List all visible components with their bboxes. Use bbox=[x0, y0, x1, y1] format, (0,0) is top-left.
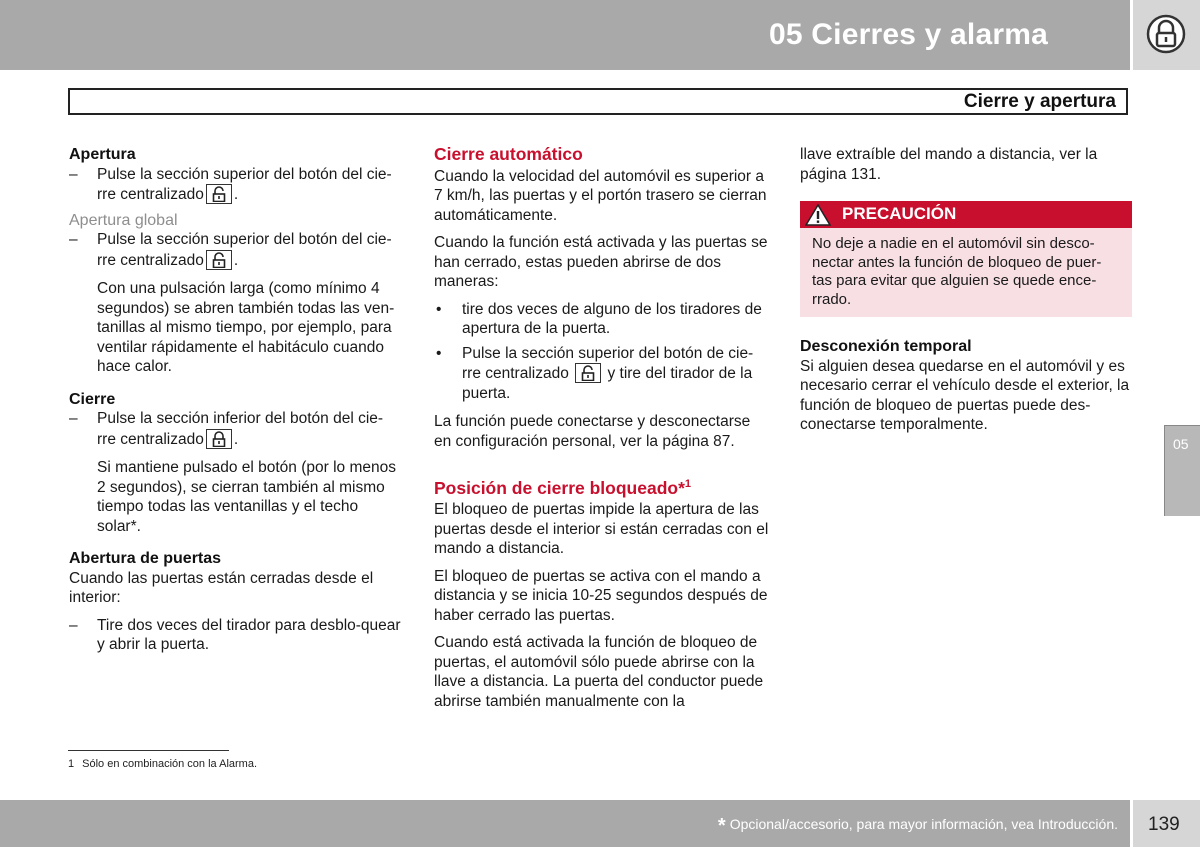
step-text: Pulse la sección superior del botón del cie- bbox=[97, 231, 392, 248]
step-text: rre centralizado bbox=[97, 251, 204, 269]
cierre-automatico-p2: Cuando la función está activada y las puertas se han cerrado, estas pueden abrirse de dos maneras: bbox=[434, 234, 768, 290]
footnote-text: Sólo en combinación con la Alarma. bbox=[82, 758, 258, 770]
step-text: rre centralizado bbox=[97, 186, 204, 203]
footnote-divider bbox=[68, 750, 229, 751]
footer-bar bbox=[0, 800, 1130, 847]
desconexion-text: Si alguien desea quedarse en el automóvil y es necesario cerrar el vehículo desde el exterior, la función de bloqueo de puertas puede des-conectarse temporalmente. bbox=[800, 357, 1130, 433]
apertura-global-heading: Apertura global bbox=[69, 211, 178, 229]
list-item-text: Pulse la sección superior del botón de cie-rre centralizado bbox=[462, 344, 754, 382]
column-middle bbox=[434, 145, 769, 711]
warning-text: No deje a nadie en el automóvil sin desco-nectar antes la función de bloqueo de puer-tas para evitar que alguien se quede ence-rrado. bbox=[800, 228, 1132, 317]
step-end: . bbox=[233, 430, 239, 448]
cierre-step bbox=[69, 409, 404, 449]
cierre-bloqueado-p1: El bloqueo de puertas impide la apertura de las puertas desde el interior si están cerradas con el mando a distancia. bbox=[434, 501, 769, 558]
section-title: Cierre y apertura bbox=[963, 91, 1116, 112]
unlock-button-icon bbox=[575, 363, 601, 383]
section-bar bbox=[68, 88, 1128, 115]
cierre-note: Si mantiene pulsado el botón (por lo menos 2 segundos), se cierran también al mismo tiempo todas las ventanillas y el techo solar*. bbox=[97, 459, 396, 535]
step-text: Pulse la sección superior del botón del cie- bbox=[97, 165, 392, 183]
footnote-number: 1 bbox=[68, 758, 75, 770]
footer-note bbox=[718, 815, 1118, 838]
apertura-step bbox=[69, 165, 404, 205]
heading-text: Posición de cierre bloqueado* bbox=[434, 477, 685, 498]
continuation-text: llave extraíble del mando a distancia, ver la página 131. bbox=[800, 146, 1098, 183]
side-tab-label: 05 bbox=[1173, 436, 1189, 452]
list-item bbox=[434, 300, 769, 339]
apertura-global-note: Con una pulsación larga (como mínimo 4 segundos) se abren también todas las ven-tanillas al mismo tiempo, por ejemplo, para ventilar rápidamente el habitáculo cuando hace calor. bbox=[97, 280, 395, 375]
chapter-header-bar bbox=[0, 0, 1130, 70]
warning-box bbox=[800, 201, 1132, 317]
column-right bbox=[800, 145, 1132, 435]
chapter-title: 05 Cierres y alarma bbox=[768, 18, 1048, 51]
footer-text: Opcional/accesorio, para mayor información, vea Introducción. bbox=[729, 816, 1118, 832]
cierre-automatico-heading: Cierre automático bbox=[434, 144, 583, 164]
lock-button-icon bbox=[206, 429, 232, 449]
cierre-automatico-p1: Cuando la velocidad del automóvil es superior a 7 km/h, las puertas y el portón trasero se cierran automáticamente. bbox=[434, 167, 767, 224]
chapter-side-tab bbox=[1164, 425, 1200, 516]
footnote bbox=[68, 758, 257, 770]
apertura-global-step bbox=[69, 230, 404, 270]
step-text: Tire dos veces del tirador para desblo-quear y abrir la puerta. bbox=[97, 616, 401, 653]
list-item-text: tire dos veces de alguno de los tiradores de apertura de la puerta. bbox=[462, 300, 762, 337]
step-end: . bbox=[233, 186, 239, 203]
cierre-bloqueado-heading bbox=[434, 475, 769, 498]
warning-header bbox=[800, 201, 1132, 228]
step-end: . bbox=[233, 251, 239, 269]
abertura-puertas-heading: Abertura de puertas bbox=[69, 550, 222, 567]
unlock-button-icon bbox=[206, 250, 232, 270]
lock-icon bbox=[1146, 14, 1186, 54]
page-number-box bbox=[1133, 800, 1200, 847]
warning-triangle-icon bbox=[805, 204, 831, 226]
abertura-puertas-step bbox=[69, 616, 404, 655]
cierre-bloqueado-p3: Cuando está activada la función de bloqueo de puertas, el automóvil sólo puede abrirse con la llave a distancia. La puerta del conductor puede abrirse también manualmente con la bbox=[434, 634, 764, 710]
list-item bbox=[434, 344, 769, 404]
page-number: 139 bbox=[1148, 814, 1180, 835]
footnote-ref: 1 bbox=[684, 478, 692, 490]
cierre-heading: Cierre bbox=[69, 390, 116, 408]
column-left bbox=[69, 145, 404, 655]
footer-star: * bbox=[717, 815, 726, 837]
step-text: rre centralizado bbox=[97, 430, 204, 448]
warning-title: PRECAUCIÓN bbox=[842, 204, 957, 223]
cierre-bloqueado-p2: El bloqueo de puertas se activa con el mando a distancia y se inicia 10-25 segundos después de haber cerrado las puertas. bbox=[434, 567, 768, 624]
abertura-puertas-text: Cuando las puertas están cerradas desde el interior: bbox=[69, 569, 374, 606]
desconexion-heading: Desconexión temporal bbox=[800, 338, 972, 355]
chapter-icon-box bbox=[1133, 0, 1200, 70]
apertura-heading: Apertura bbox=[69, 146, 136, 163]
unlock-button-icon bbox=[206, 184, 232, 204]
list-item-text: y tire del tirador de la puerta. bbox=[462, 365, 753, 402]
cierre-automatico-p3: La función puede conectarse y desconectarse en configuración personal, ver la página 87. bbox=[434, 413, 751, 450]
step-text: Pulse la sección inferior del botón del cie- bbox=[97, 410, 384, 427]
